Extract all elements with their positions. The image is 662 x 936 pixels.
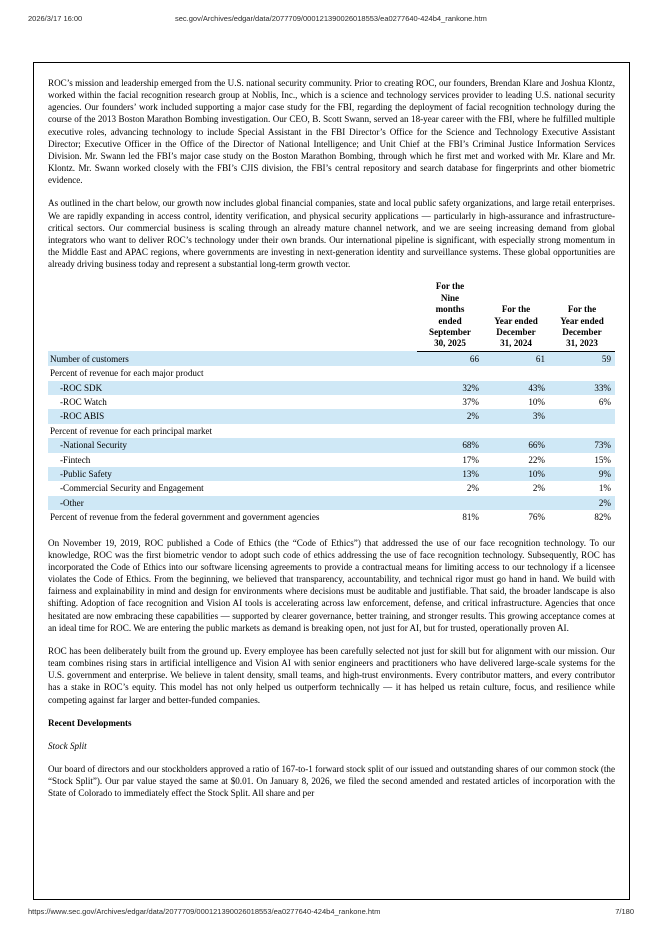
table-row [48, 381, 615, 395]
table-cell-value [483, 424, 549, 438]
table-cell-value: 68% [462, 440, 479, 451]
col1-line3: months [435, 304, 465, 315]
print-header-url: sec.gov/Archives/edgar/data/2077709/000121390026018553/ea0277640-424b4_rankone.htm [175, 14, 487, 23]
table-row [48, 438, 615, 452]
table-cell-value: 81% [462, 512, 479, 523]
table-cell-value: 22% [528, 454, 545, 465]
table-row [48, 453, 615, 467]
table-cell-value: 61 [535, 353, 545, 364]
table-cell-value: 66 [469, 353, 479, 364]
table-row-label: -Commercial Security and Engagement [60, 483, 204, 494]
table-cell-value: 2% [466, 411, 479, 422]
table-cell-value: 82% [594, 512, 611, 523]
table-cell-value [417, 424, 483, 438]
col1-line6: 30, 2025 [434, 338, 466, 349]
col3-line1: For the [567, 304, 597, 315]
print-footer [0, 906, 662, 918]
col1-line4: ended [438, 315, 462, 326]
table-row [48, 510, 615, 524]
table-row [48, 496, 615, 510]
table-row-label: -Fintech [60, 454, 91, 465]
table-cell-value: 2% [532, 483, 545, 494]
table-row-label: Percent of revenue for each principal market [50, 425, 213, 436]
table-cell-value: 76% [528, 512, 545, 523]
table-row-label: -ROC SDK [60, 382, 103, 393]
table-row-label: Number of customers [50, 353, 129, 364]
metrics-table-header-row [48, 281, 615, 351]
col1-line2: Nine [440, 292, 460, 303]
table-cell-value: 2% [598, 497, 611, 508]
document-page-frame [33, 62, 630, 900]
table-row [48, 351, 615, 366]
table-row-label: Percent of revenue for each major product [50, 368, 204, 379]
print-footer-url: https://www.sec.gov/Archives/edgar/data/2077709/000121390026018553/ea0277640-424b4_rankone.htm [28, 907, 381, 916]
metrics-table-col-header-1 [417, 281, 483, 351]
paragraph-growth-outlook: As outlined in the chart below, our growth now includes global financial companies, state and local public safety organizations, and large retail enterprises. We are rapidly expanding in access control, identity verification, and physical security applications — particularly in high-assurance and infrastructure-critical sectors. Our commercial business is scaling through an already mature channel network, and we are seeing increasing demand from global integrators who want to deliver ROC’s technology under their own brands. Our international pipeline is significant, with especially strong momentum in the Middle East and APAC regions, where governments are investing in next-generation identity and surveillance systems. These global opportunities are already driving business today and represent a substantial long-term growth vector. [48, 198, 615, 270]
print-header [0, 13, 662, 25]
table-cell-value: 15% [594, 454, 611, 465]
table-cell-value: 43% [528, 382, 545, 393]
paragraph-code-of-ethics: On November 19, 2019, ROC published a Code of Ethics (the “Code of Ethics”) that addressed the use of our face recognition technology. To our knowledge, ROC was the first biometric vendor to adopt such code of ethics addressing the use of face recognition technology. Subsequently, ROC has incorporated the Code of Ethics into our software licensing agreements to provide a contractual means for limiting access to our technology if a licensee violates the Code of Ethics. From the beginning, we believed that transparency, accountability, and technical rigor must go hand in hand. We build with fairness and explainability in mind and design for environments where decisions must be auditable and justifiable. That said, the broader landscape is also shifting. Adoption of face recognition and Vision AI tools is accelerating across law enforcement, defense, and critical infrastructure. Agencies that once hesitated are now embracing these capabilities — supported by clearer governance, better training, and stronger results. This growing acceptance comes at an ideal time for ROC. We are entering the public markets as demand is breaking open, not just for AI, but for trusted, operationally proven AI. [48, 537, 615, 633]
table-cell-value: 33% [594, 382, 611, 393]
table-row [48, 424, 615, 438]
table-cell-value: 17% [462, 454, 479, 465]
paragraph-mission-leadership: ROC’s mission and leadership emerged from the U.S. national security community. Prior to creating ROC, our founders, Brendan Klare and Joshua Klontz, worked within the facial recognition research group at Noblis, Inc., which is a science and technology services provider to leading U.S. national security agencies. Our founders’ work included supporting a major case study for the FBI, regarding the deployment of facial recognition technology during the course of the 2013 Boston Marathon Bombing investigation. Our CEO, B. Scott Swann, served an 18-year career with the FBI, where he fulfilled multiple executive roles, advancing technology to include Special Assistant in the FBI Director’s Office for the Science and Technology Executive Assistant Director; Executive Officer in the Office of the Director of National Intelligence; and Unit Chief at the FBI’s Criminal Justice Information Services Division. Mr. Swann led the FBI’s major case study on the Boston Marathon Bombing, through which he first met and worked with Mr. Klare and Mr. Klontz. Mr. Swann worked closely with the FBI’s CJIS division, the FBI’s central repository and search database for fingerprints and other biometric evidence. [48, 78, 615, 186]
table-cell-value [417, 496, 483, 510]
table-row-label: -ROC Watch [60, 397, 107, 407]
col2-line3: December [496, 326, 536, 337]
metrics-table-head [48, 281, 615, 351]
table-row [48, 409, 615, 423]
table-cell-value: 37% [462, 397, 479, 407]
table-cell-value [417, 366, 483, 380]
paragraph-stock-split-detail: Our board of directors and our stockholders approved a ratio of 167-to-1 forward stock split of our issued and outstanding shares of our common stock (the “Stock Split”). Our par value stayed the same at $0.01. On January 8, 2026, we filed the second amended and restated articles of incorporation with the State of Colorado to immediately effect the Stock Split. All share and per [48, 764, 615, 799]
table-cell-value: 13% [462, 469, 479, 480]
col1-line5: September [429, 326, 471, 337]
document-content [34, 63, 629, 799]
print-footer-page-number: 7/180 [615, 907, 634, 916]
table-row [48, 366, 615, 380]
table-cell-value: 1% [598, 483, 611, 494]
paragraph-team-culture: ROC has been deliberately built from the ground up. Every employee has been carefully selected not just for skill but for alignment with our mission. Our team combines rising stars in artificial intelligence and Vision AI with senior engineers and practitioners who have delivered large-scale systems for the U.S. government and enterprise. We believe in talent density, small teams, and high-trust environments. Every contributor matters, and every contributor has a stake in ROC’s equity. This model has not only helped us outperform technically — it has helped us retain culture, focus, and resilience while competing against far larger and better-funded companies. [48, 645, 615, 705]
table-cell-value: 2% [466, 483, 479, 494]
col2-line2: Year ended [494, 315, 538, 326]
col2-line1: For the [501, 304, 531, 315]
table-row [48, 467, 615, 481]
table-cell-value [549, 366, 615, 380]
subheading-stock-split: Stock Split [48, 740, 87, 751]
table-row-label: -ROC ABIS [60, 411, 105, 422]
table-cell-value: 73% [594, 440, 611, 451]
metrics-table-body [48, 351, 615, 524]
metrics-table-row-label-header [48, 281, 417, 351]
table-cell-value [549, 424, 615, 438]
table-cell-value: 10% [528, 397, 545, 407]
table-row-label: -Public Safety [60, 469, 112, 480]
table-cell-value: 32% [462, 382, 479, 393]
metrics-table-col-header-3 [549, 281, 615, 351]
table-cell-value: 66% [528, 440, 545, 451]
print-header-date: 2026/3/17 16:00 [28, 14, 83, 23]
table-cell-value [483, 366, 549, 380]
col3-line3: December [562, 326, 602, 337]
col3-line4: 31, 2023 [566, 338, 598, 349]
col2-line4: 31, 2024 [500, 338, 532, 349]
table-cell-value: 3% [532, 411, 545, 422]
table-cell-value [549, 409, 615, 423]
table-cell-value: 59 [601, 353, 611, 364]
table-cell-value: 9% [598, 469, 611, 480]
table-row-label: -National Security [60, 440, 127, 451]
table-cell-value: 10% [528, 469, 545, 480]
table-row [48, 395, 615, 409]
table-row-label: Percent of revenue from the federal government and government agencies [50, 512, 320, 523]
table-row [48, 481, 615, 495]
metrics-table-col-header-2 [483, 281, 549, 351]
metrics-table [48, 281, 615, 524]
col3-line2: Year ended [560, 315, 604, 326]
table-cell-value [483, 496, 549, 510]
table-row-label: -Other [60, 497, 84, 508]
table-cell-value: 6% [598, 397, 611, 407]
heading-recent-developments: Recent Developments [48, 717, 132, 728]
col1-line1: For the [435, 281, 465, 292]
